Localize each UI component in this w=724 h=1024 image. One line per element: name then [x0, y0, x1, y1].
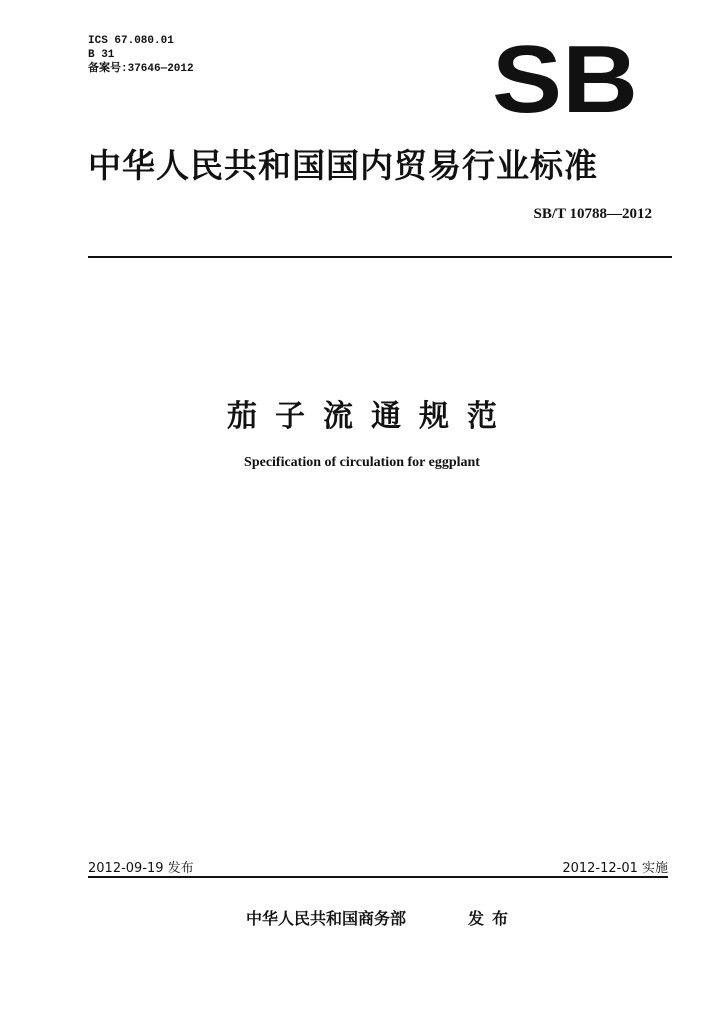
- ccs-code: B 31: [88, 49, 115, 61]
- issuer-title: 中华人民共和国国内贸易行业标准: [88, 146, 598, 185]
- issuing-authority: 中华人民共和国商务部: [246, 909, 407, 928]
- sb-logo: [490, 40, 640, 118]
- issue-label: 发布: [468, 909, 517, 928]
- top-divider: [88, 256, 672, 258]
- sb-logo-text: SB: [492, 40, 638, 118]
- standard-number: SB/T 10788—2012: [533, 206, 652, 222]
- bottom-divider: [88, 876, 668, 878]
- document-title-cn: 茄子流通规范: [227, 399, 515, 434]
- publish-date: 2012-09-19 发布: [88, 861, 194, 876]
- implement-date: 2012-12-01 实施: [562, 861, 668, 876]
- ics-code: ICS 67.080.01: [88, 35, 174, 47]
- filing-number: 备案号:37646—2012: [88, 63, 194, 75]
- document-title-en: Specification of circulation for eggplant: [244, 455, 480, 470]
- standard-metadata: [88, 34, 194, 76]
